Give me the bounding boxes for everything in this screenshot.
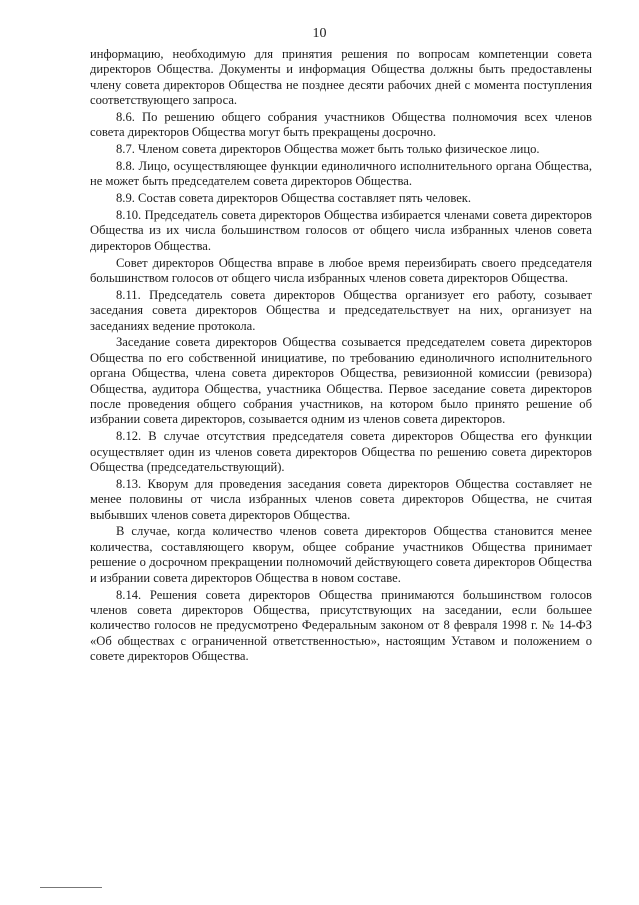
paragraph-continuation: информацию, необходимую для принятия решения по вопросам компетенции совета директоров Общества. Документы и информация Общества должны быть предоставлены члену совета директоров Общества не позднее десяти рабочих дней с момента поступления соответствующего запроса. bbox=[90, 47, 592, 108]
document-body bbox=[90, 47, 592, 666]
paragraph-8-13: 8.13. Кворум для проведения заседания совета директоров Общества составляет не менее половины от числа избранных членов совета директоров Общества, не считая выбывших членов совета директоров Общества. bbox=[90, 476, 592, 522]
paragraph-8-14: 8.14. Решения совета директоров Общества принимаются большинством голосов членов совета директоров Общества, присутствующих на заседании, если большее количество голосов не предусмотрено Федеральным законом от 8 февраля 1998 г. № 14-ФЗ «Об обществах с ограниченной ответственностью», настоящим Уставом и положением о совете директоров Общества. bbox=[90, 587, 592, 664]
paragraph-8-6: 8.6. По решению общего собрания участников Общества полномочия всех членов совета директоров Общества могут быть прекращены досрочно. bbox=[90, 110, 592, 140]
page-number: 10 bbox=[312, 26, 327, 41]
paragraph-8-10-chairman-reelection: Совет директоров Общества вправе в любое время переизбирать своего председателя большинством голосов от общего числа избранных членов совета директоров Общества. bbox=[90, 255, 592, 286]
footer-divider bbox=[40, 887, 102, 888]
paragraph-8-10: 8.10. Председатель совета директоров Общества избирается членами совета директоров Общества из их числа большинством голосов от общего числа избранных членов совета директоров Общества. bbox=[90, 208, 592, 253]
paragraph-8-8: 8.8. Лицо, осуществляющее функции единоличного исполнительного органа Общества, не может быть председателем совета директоров Общества. bbox=[90, 159, 592, 189]
paragraph-8-11-meeting-convening: Заседание совета директоров Общества созывается председателем совета директоров Общества по его собственной инициативе, по требованию единоличного исполнительного органа Общества, члена совета директоров Общества, ревизионной комиссии (ревизора) Общества, аудитора Общества, участника Общества. Первое заседание совета директоров после проведения общего собрания участников, на котором было принято решение об избрании совета директоров, созывается одним из членов совета директоров. bbox=[90, 335, 592, 427]
paragraph-8-11: 8.11. Председатель совета директоров Общества организует его работу, созывает заседания совета директоров Общества и председательствует на них, организует на заседаниях ведение протокола. bbox=[90, 287, 592, 333]
paragraph-8-9: 8.9. Состав совета директоров Общества составляет пять человек. bbox=[116, 191, 472, 206]
paragraph-8-12: 8.12. В случае отсутствия председателя совета директоров Общества его функции осуществляет один из членов совета директоров Общества по решению совета директоров Общества (председательствующий). bbox=[90, 429, 592, 475]
paragraph-8-13-quorum-loss: В случае, когда количество членов совета директоров Общества становится менее количества, составляющего кворум, общее собрание участников Общества принимает решение о досрочном прекращении полномочий действующего совета директоров Общества и избрании совета директоров Общества в новом составе. bbox=[90, 524, 592, 585]
paragraph-8-7: 8.7. Членом совета директоров Общества может быть только физическое лицо. bbox=[116, 142, 540, 157]
